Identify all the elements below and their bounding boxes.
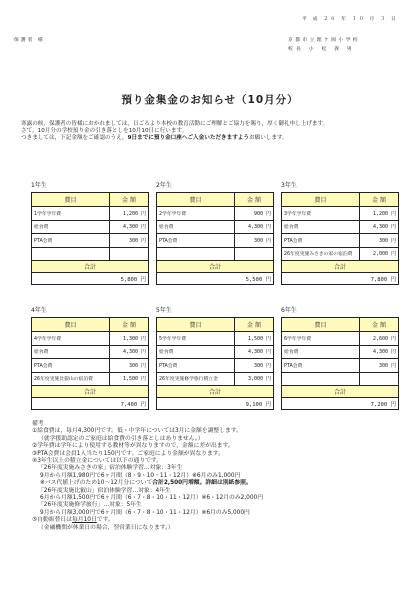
- total-amount: 7,200 円: [282, 398, 399, 410]
- table-row: [32, 332, 149, 346]
- fee-item: 給食費: [157, 220, 235, 234]
- fee-item: 3学年学年費: [282, 207, 360, 221]
- fee-item: 26年度実施修学旅行積立金: [157, 372, 235, 386]
- fee-item: 給食費: [282, 345, 360, 359]
- total-label: 合計: [32, 261, 149, 273]
- fee-amount: 4,300 円: [235, 220, 274, 234]
- fee-item: 給食費: [282, 220, 360, 234]
- table-row: [282, 332, 399, 346]
- intro-line-3-text: つきましては，下記金額をご確認のうえ，: [21, 135, 128, 142]
- total-header-row: [32, 386, 149, 398]
- fee-amount: 300 円: [235, 359, 274, 373]
- note-4: ④3年生以上の積立金については以下の通りです。: [32, 458, 163, 465]
- total-amount: 5,800 円: [32, 273, 149, 285]
- note-1b: （就学援助認定のご家庭は給食費の引き落としはありません。）: [38, 435, 204, 442]
- table-header-row: [32, 318, 149, 332]
- grade-label: 3年生: [281, 182, 297, 189]
- fee-amount: 1,500 円: [235, 332, 274, 346]
- table-row: [32, 207, 149, 221]
- table-row: [157, 345, 274, 359]
- grade-fee-table: [281, 317, 399, 410]
- column-header-amount: 金 額: [235, 193, 274, 207]
- total-amount: 5,500 円: [157, 273, 274, 285]
- note-4a2: [32, 480, 412, 487]
- empty-cell: [32, 247, 110, 261]
- total-header-row: [282, 386, 399, 398]
- fee-amount: 900 円: [235, 207, 274, 221]
- table-row: [282, 359, 399, 373]
- table-header-row: [32, 193, 149, 207]
- notes-heading: 備考: [32, 421, 44, 427]
- total-value-row: [32, 273, 149, 285]
- fee-amount: 2,000 円: [360, 247, 399, 261]
- note-4a: 「26年度実施みさきの家」宿泊体験学習…対象：3年生: [38, 465, 183, 472]
- grade-fee-table: [156, 317, 274, 410]
- intro-line-3-end: お願いします。: [249, 135, 288, 142]
- grade-label: 4年生: [31, 307, 47, 314]
- fee-amount: 300 円: [110, 359, 149, 373]
- total-label: 合計: [282, 261, 399, 273]
- note-5: [32, 517, 412, 524]
- intro-line-3: [14, 135, 406, 142]
- note-4a2-text: ※バス代値上げのため10～12月分について: [40, 480, 153, 487]
- fee-item: 26年度実施みさきの家の宿泊費: [282, 247, 360, 261]
- fee-item: PTA会費: [157, 234, 235, 248]
- fee-amount: 300 円: [235, 234, 274, 248]
- column-header-item: 費目: [32, 318, 110, 332]
- note-2: ②学年費は学年により使用する教材等が異なりますので，金額に差が出ます。: [32, 443, 234, 450]
- note-5-end: です。: [96, 517, 114, 524]
- note-4b1: 6月から月額1,500円で6ヶ月間（6・7・8・10・11・12月）※6・12月のみ2,000円: [40, 495, 264, 502]
- grade-fee-table: [281, 192, 399, 285]
- fee-amount: 2,600 円: [360, 332, 399, 346]
- intro-deadline: 9日までに預り金口座へご入金いただきますよう: [127, 135, 249, 142]
- empty-cell: [110, 247, 149, 261]
- note-5-text: ⑤自動振替日は: [32, 517, 72, 524]
- total-amount: 9,100 円: [157, 398, 274, 410]
- column-header-amount: 金 額: [235, 318, 274, 332]
- grade-label: 2年生: [156, 182, 172, 189]
- note-4b: 「26年度実施比叡山」宿泊体験学習…対象：4年生: [38, 487, 171, 494]
- table-row: [157, 207, 274, 221]
- table-row-empty: [32, 247, 149, 261]
- notice-date: 平 成 ２６ 年 １０ 月 ３ 日: [301, 17, 398, 22]
- fee-amount: 300 円: [110, 234, 149, 248]
- fee-item: 5学年学年費: [157, 332, 235, 346]
- note-4a2-emphasis: 合計2,500円増額。詳細は別紙参照。: [152, 480, 252, 487]
- total-header-row: [282, 261, 399, 273]
- fee-amount: 300 円: [360, 359, 399, 373]
- fee-amount: 1,300 円: [110, 332, 149, 346]
- table-header-row: [157, 318, 274, 332]
- fee-amount: 1,200 円: [110, 207, 149, 221]
- note-4c1: 9月から月額3,000円で6ヶ月間（6・7・8・10・11・12月）※6月のみ5,000円: [40, 509, 250, 516]
- fee-item: 給食費: [32, 220, 110, 234]
- fee-amount: 1,200 円: [360, 207, 399, 221]
- note-1: ①給食費は，毎月4,300円です。低・中学年については3月に金額を調整します。: [32, 428, 242, 435]
- table-row: [32, 372, 149, 386]
- note-5b: （金融機関が休業日の場合，翌営業日になります。）: [38, 524, 174, 531]
- note-3: ③PTA会費は会員1人当たり150円です。ご家庭により金額が異なります。: [32, 450, 224, 457]
- fee-item: PTA会費: [282, 234, 360, 248]
- column-header-amount: 金 額: [110, 193, 149, 207]
- empty-cell: [360, 372, 399, 386]
- total-value-row: [32, 398, 149, 410]
- total-label: 合計: [282, 386, 399, 398]
- fee-amount: 4,300 円: [360, 220, 399, 234]
- notes-section: [32, 421, 412, 532]
- total-amount: 7,800 円: [282, 273, 399, 285]
- table-row: [282, 220, 399, 234]
- addressee: 保護者 様: [14, 38, 45, 43]
- fee-item: 給食費: [157, 345, 235, 359]
- fee-item: PTA会費: [282, 359, 360, 373]
- note-4c: 「26年度実施修学旅行」…対象：5年生: [38, 502, 142, 509]
- fee-amount: 3,000 円: [235, 372, 274, 386]
- table-row: [282, 234, 399, 248]
- table-row: [32, 345, 149, 359]
- table-row: [282, 247, 399, 261]
- grade-label: 6年生: [281, 307, 297, 314]
- table-row-empty: [157, 247, 274, 261]
- intro-text: [14, 121, 406, 143]
- fee-item: 2学年学年費: [157, 207, 235, 221]
- table-row: [282, 207, 399, 221]
- grade-label: 5年生: [156, 307, 172, 314]
- fee-amount: 4,300 円: [235, 345, 274, 359]
- page-title: 預り金集金のお知らせ（10月分）: [121, 94, 299, 106]
- total-value-row: [282, 398, 399, 410]
- fee-amount: 1,500 円: [110, 372, 149, 386]
- fee-amount: 300 円: [360, 234, 399, 248]
- column-header-item: 費目: [282, 318, 360, 332]
- total-value-row: [157, 398, 274, 410]
- fee-item: PTA会費: [32, 359, 110, 373]
- total-label: 合計: [32, 386, 149, 398]
- total-amount: 7,400 円: [32, 398, 149, 410]
- grade-label: 1年生: [31, 182, 47, 189]
- table-header-row: [282, 318, 399, 332]
- intro-line-1: 寒露の候，保護者の皆様におかれましては，日ごろより本校の教育活動にご理解とご協力を賜り，厚く御礼申し上げます。: [21, 121, 329, 127]
- table-row: [32, 220, 149, 234]
- fee-item: 6学年学年費: [282, 332, 360, 346]
- total-label: 合計: [157, 386, 274, 398]
- fee-amount: 4,300 円: [360, 345, 399, 359]
- table-row: [157, 234, 274, 248]
- table-row: [32, 359, 149, 373]
- grade-fee-table: [156, 192, 274, 285]
- fee-item: 26年度実施比叡山の宿泊費: [32, 372, 110, 386]
- column-header-item: 費目: [157, 318, 235, 332]
- empty-cell: [157, 247, 235, 261]
- column-header-item: 費目: [32, 193, 110, 207]
- school-name: 京都市立理ケ岡小学校: [288, 38, 360, 43]
- grade-fee-table: [31, 192, 149, 285]
- principal-name: 校長 小 松 義 男: [288, 47, 355, 52]
- column-header-amount: 金 額: [360, 318, 399, 332]
- table-row-empty: [282, 372, 399, 386]
- total-header-row: [32, 261, 149, 273]
- table-row: [157, 372, 274, 386]
- column-header-amount: 金 額: [110, 318, 149, 332]
- total-header-row: [157, 261, 274, 273]
- note-5-date: 毎月10日: [71, 517, 97, 524]
- total-label: 合計: [157, 261, 274, 273]
- note-4a1: 9月から月額1,980円で6ヶ月間（8・9・10・11・12月）※6月のみ1,000円: [40, 472, 241, 479]
- column-header-item: 費目: [157, 193, 235, 207]
- fee-item: 4学年学年費: [32, 332, 110, 346]
- total-value-row: [282, 273, 399, 285]
- table-row: [32, 234, 149, 248]
- table-header-row: [282, 193, 399, 207]
- column-header-amount: 金 額: [360, 193, 399, 207]
- total-header-row: [157, 386, 274, 398]
- table-row: [157, 220, 274, 234]
- column-header-item: 費目: [282, 193, 360, 207]
- total-value-row: [157, 273, 274, 285]
- fee-item: PTA会費: [157, 359, 235, 373]
- grade-fee-table: [31, 317, 149, 410]
- intro-line-2: さて，10月分の学校預り金の引き落としを10月10日に行います。: [21, 128, 188, 135]
- fee-amount: 4,300 円: [110, 220, 149, 234]
- fee-item: 1学年学年費: [32, 207, 110, 221]
- table-header-row: [157, 193, 274, 207]
- table-row: [157, 332, 274, 346]
- fee-item: PTA会費: [32, 234, 110, 248]
- table-row: [157, 359, 274, 373]
- empty-cell: [282, 372, 360, 386]
- empty-cell: [235, 247, 274, 261]
- fee-amount: 4,300 円: [110, 345, 149, 359]
- table-row: [282, 345, 399, 359]
- fee-item: 給食費: [32, 345, 110, 359]
